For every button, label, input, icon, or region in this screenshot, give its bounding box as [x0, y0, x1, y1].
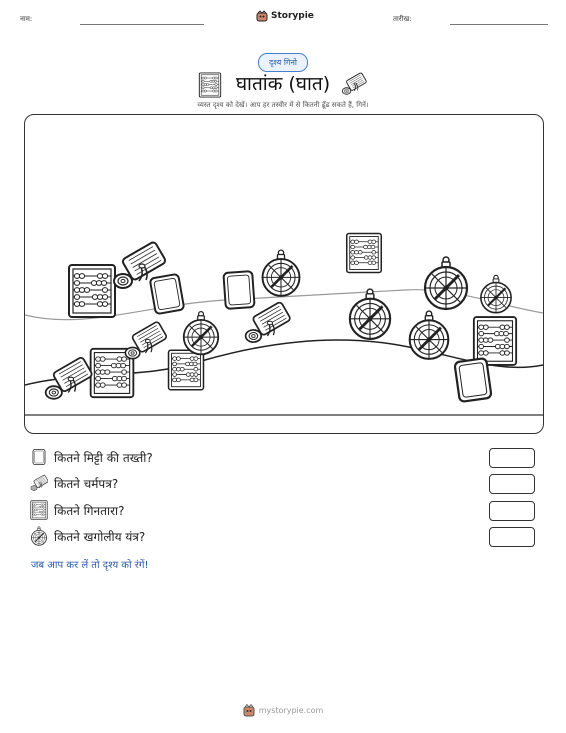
astrolabe-6: [410, 311, 449, 359]
footer: [0, 703, 566, 717]
astrolabe-3: [481, 275, 511, 312]
answer-box-abacus[interactable]: [489, 501, 535, 521]
astrolabe-2: [425, 257, 467, 309]
astrolabe-4: [184, 312, 219, 355]
question-text: कितने चर्मपत्र?: [54, 476, 119, 491]
answer-box-astrolabe[interactable]: [489, 527, 535, 547]
astrolabe-1: [263, 250, 300, 296]
clay-tablet-2: [223, 271, 254, 309]
date-underline[interactable]: [450, 24, 548, 25]
question-abacus: [30, 499, 125, 521]
answer-box-scroll[interactable]: [489, 474, 535, 494]
scroll-4: [46, 357, 93, 399]
scene-drawing: [25, 115, 543, 433]
footer-url[interactable]: mystorypie.com: [258, 705, 324, 715]
clay-tablet-3: [454, 358, 491, 402]
category-badge: दृश्य गिनो: [258, 53, 308, 72]
brand-name: Storypie: [271, 11, 314, 21]
abacus-1: [69, 265, 115, 317]
scroll-3: [125, 321, 167, 359]
finish-note: जब आप कर लें तो दृश्य को रंगें!: [31, 560, 149, 571]
storypie-logo-icon: [256, 10, 268, 22]
astrolabe-icon: [30, 527, 48, 545]
brand-logo: [256, 10, 314, 22]
abacus-2: [347, 234, 382, 273]
question-text: कितने मिट्टी की तख्ती?: [54, 450, 153, 465]
question-astrolabe: [30, 525, 145, 547]
footer-logo-icon: [243, 703, 255, 717]
question-text: कितने खगोलीय यंत्र?: [54, 529, 146, 544]
abacus-icon: [30, 501, 48, 519]
name-label: नाम:: [20, 15, 33, 23]
question-text: कितने गिनतारा?: [54, 503, 125, 518]
clay-tablet-1: [150, 274, 185, 314]
date-label: तारीख:: [393, 15, 412, 23]
page-title: घातांक (घात): [235, 73, 331, 95]
name-underline[interactable]: [80, 24, 204, 25]
counting-scene: [24, 114, 544, 434]
scroll-icon: [30, 474, 48, 492]
astrolabe-5: [350, 289, 390, 339]
abacus-4: [169, 350, 204, 390]
question-scroll: [30, 472, 118, 494]
title-scroll-icon: [341, 72, 369, 96]
question-clay-tablet: [30, 446, 153, 468]
answer-box-clay-tablet[interactable]: [489, 448, 535, 468]
clay-tablet-icon: [30, 448, 48, 466]
instructions: व्यस्त दृश्य को देखें। आप हर तस्वीर में से कितनी ढूँढ सकते हैं, गिनें।: [197, 101, 369, 109]
